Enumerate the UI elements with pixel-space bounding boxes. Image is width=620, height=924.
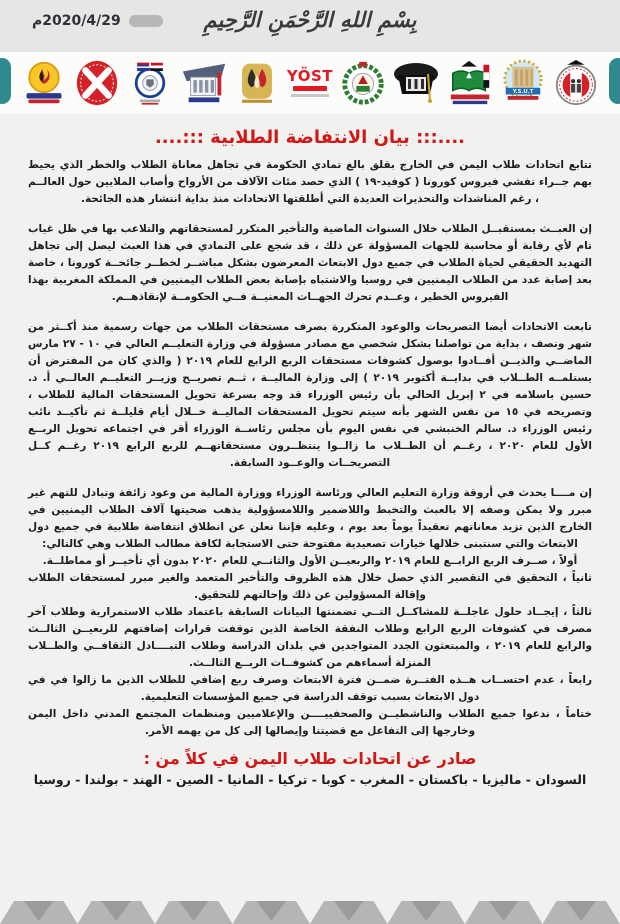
- yost-wordmark: [287, 69, 333, 97]
- demand-item-second: ثانياً ، التحقيق في التقصير الذي حصل خلال هذه الظروف والتأخير المتعمد والغير مبرر لمستحقات الطلاب وإقالة المسؤولين عن ذلك وإحالتهم للتحقيق.: [28, 572, 592, 601]
- black-cap-columns-icon: [391, 57, 441, 109]
- yost-subtext-line: [291, 94, 329, 97]
- demand-item-third: ثالثاً ، إيجــاد حلول عاجلــة للمشاكــل التــي تضمنتها البيانات السابقة باعتماد طلاب الاستمرارية وطلاب آخر مصرف في كشوفات الربع الرابع وطلاب النفقة الخاصة الذين توقفت قرارات إضافتهم للربعيــن الثالــث والرابع للعام ٢٠١٩ ، والمبتعثون الجدد المتواجدين في بلدان الدراسة وطلاب التبــــادل الثقافــي والطــلاب المنزلة أسماءهم من كشوفــات الربــع الثالــث.: [28, 606, 592, 669]
- graduation-cap-building-icon: [180, 57, 228, 109]
- paragraph-4: إن مــــا يحدث في أروقة وزارة التعليم العالي ورئاسة الوزراء ووزارة المالية من وعود زائفة وتبادل للتهم غير مبرر ولا يمكن وصفه إلا بالعبث والتخبط واللاضمير واللامسؤولية يذهب ضحيتها آلاف الطلاب اليمنيين في الخارج الذين تزيد معاناتهم تعقيداً يوماً بعد يوم ، وعليه فإننا نعلن عن انطلاق انتفاضة طلابية في جميع دول الابتعاث والتي سنتبنى خلالها خيارات تصعيدية مفتوحة حتى الاستجابة لكافة مطالب الطلاب وهي كالتالي:: [28, 487, 592, 550]
- yost-text: YÖST: [286, 67, 333, 85]
- demand-item-fourth: رابعاً ، عدم احتســاب هــذه الفتــرة ضمــن فترة الابتعاث وصرف ربع إضافي للطلاب الذين ما زالوا في في دول الابتعاث بسبب توقف الدراسة في جميع المؤسسات التعليمية.: [28, 674, 592, 703]
- ysut-turkey-union-logo: [499, 57, 547, 109]
- yemen-students-union-pakistan-logo: [446, 57, 494, 109]
- paragraph-1: تتابع اتحادات طلاب اليمن في الخارج بقلق بالغ تمادي الحكومة في تجاهل معاناة الطلاب والخطر الذي يحيط بهم جــراء تفشي فيروس كورونا ( كوفيد-١٩ ) الذي حصد مئات الآلاف من الأرواح وأصاب الملايين حول العالــم ، رغم المناشدات والتحذيرات العديدة التي أطلقتها الاتحادات منذ بداية انتشار هذه الجائحة.: [28, 159, 592, 205]
- statement-title: ....::: بيان الانتفاضة الطلابية :::....: [154, 127, 466, 148]
- green-book-cap-icon: [446, 57, 494, 109]
- yost-union-logo: [286, 57, 334, 109]
- document-body: [0, 127, 620, 787]
- yost-red-bar: [293, 86, 327, 91]
- header-strip: [0, 0, 620, 52]
- graduates-stamp-union-logo: [552, 57, 600, 109]
- flame-students-union-logo: [20, 57, 68, 109]
- red-hands-union-logo: [73, 57, 121, 109]
- flame-icon: [21, 58, 67, 108]
- flags-emblem-icon: [127, 58, 173, 108]
- date-label: 2020/4/29م: [32, 13, 121, 29]
- paragraph-2: إن العبــث بمستقبــل الطلاب خلال السنوات الماضية والتأخير المتكرر لمستحقاتهم والتلاعب بها في ظل غياب تام لأي رقابة أو محاسبة للجهات المسؤولة عن ذلك ، قد شجع على التمادي في هذا العبث ليصل إلى تجاهل التهديد الحقيقي لحياة الطلاب في جميع دول الابتعاث المعرضون بشكل مباشــر لخطــر جائحــة كورونا ، خاصة بعد إصابة عدد من الطلاب اليمنيين في روسيا والاشتباه بإصابة بعض الطلاب اليمنيين في المملكة المغربية بهذا الفيروس الخطير ، وعــدم تحرك الجهــات المعنيــة فــي الحكومــة لإنقاذهــم.: [28, 223, 592, 303]
- ysut-building-icon: [499, 57, 547, 109]
- wreath-emblem-icon: [339, 57, 387, 109]
- paragraph-3: تابعت الاتحادات أيضا التصريحات والوعود المتكررة بصرف مستحقات الطلاب من جهات رسمية منذ أكــثر من شهر ونصف ، بداية من تواصلنا بشكل شخصي مع مصادر مسؤولة في وزارة التعليــم العالي في ١٠ - ٢٧ مارس الماضــي والذيــن أفــادوا بوصول كشوفات مستحقات الربع الرابع للعام ٢٠١٩ ( والذي كان من المفترض أن يستلمــه الطــلاب في بدايــة أكتوبر ٢٠١٩ ) إلى وزارة الماليــة ، ثــم تصريــح وزيــر التعليــم العالــي أ. د. حسين باسلامه في ٢ إبريل الحالي بأن رئيس الوزراء قد وجه بسرعة تحويل المستحقات المالية للطلاب ، وتصريحه في ١٥ من نفس الشهر بأنه سيتم تحويل المستحقات الماليــة خــلال أيام قليلــة ثم تأكيــد نائب رئيس الوزراء د. سالم الخنبشي في نفس اليوم بأن مجلس رئاســة الوزراء أقر في اجتماعه تحويل الربــع الأول للعام ٢٠٢٠ ، رغــم أن الطــلاب ما زالــوا ينتظــرون مستحقاتهــم للربع الرابع ٢٠١٩ رغــم كــل التصريحــات والوعــود السابقة.: [28, 321, 593, 469]
- demand-item-first: أولاً ، صــرف الربع الرابــع للعام ٢٠١٩ والربعيــن الأول والثانــي للعام ٢٠٢٠ بدون أي تأخيــر أو مماطلــة.: [42, 555, 578, 567]
- countries-list: السودان - ماليزيا - باكستان - المغرب - كوبا - تركيا - المانيا - الصين - الهند - بولندا - روسيا: [33, 772, 587, 787]
- black-graduation-cap-union-logo: [392, 57, 440, 109]
- teal-edge-tab-right: [609, 58, 620, 104]
- teal-edge-tab-left: [0, 58, 11, 104]
- zigzag-border-decoration: [0, 894, 620, 924]
- golden-drop-union-logo: [233, 57, 281, 109]
- yemen-students-union-malaysia-logo: [126, 57, 174, 109]
- bismillah-calligraphy: بِسْمِ اللهِ الرَّحْمَنِ الرَّحِيمِ: [203, 8, 417, 32]
- closing-paragraph: ختاماً ، ندعوا جميع الطلاب والناشطيــن والصحفييــــن والإعلاميين ومنظمات المجتمع المدني داخل اليمن وخارجها إلى التفاعل مع قضيتنا وإيصالها إلى كل من يهمه الأمر.: [28, 708, 592, 737]
- green-wreath-union-logo: [339, 57, 387, 109]
- logo-bar: [0, 52, 620, 114]
- drop-emblem-icon: [235, 58, 279, 108]
- cap-and-columns-union-logo: [180, 57, 228, 109]
- issued-by-title: صادر عن اتحادات طلاب اليمن في كلاً من :: [143, 749, 477, 768]
- graduates-stamp-icon: [552, 57, 600, 109]
- crossed-hands-icon: [73, 57, 121, 109]
- ysut-text: Y.S.U.T: [512, 89, 533, 96]
